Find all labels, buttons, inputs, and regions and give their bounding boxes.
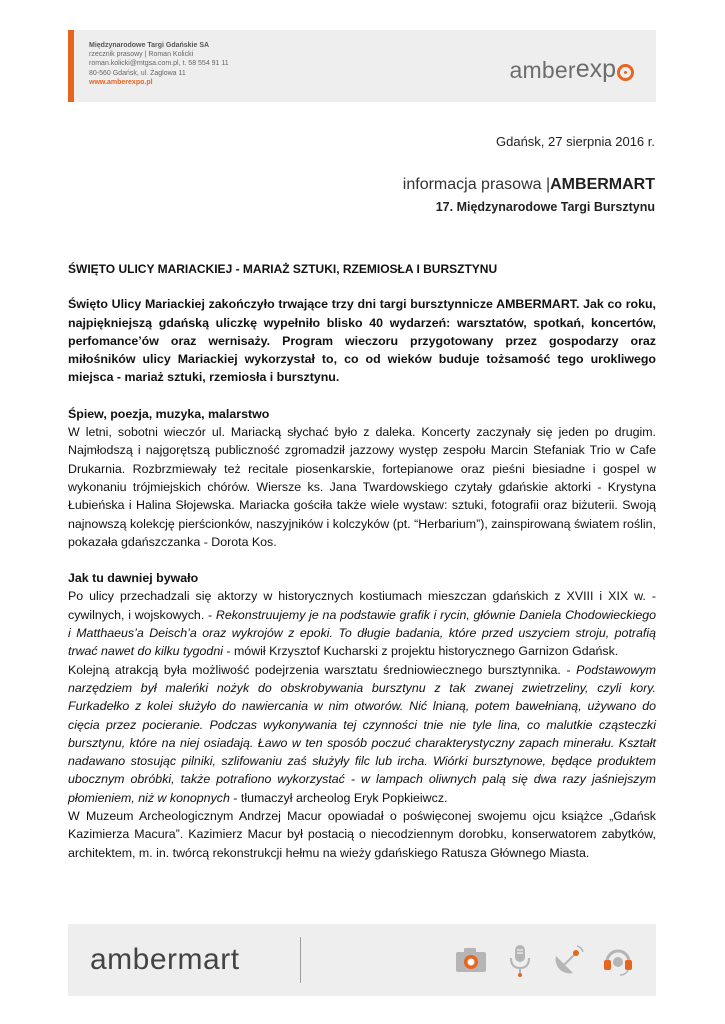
footer-band xyxy=(68,924,656,996)
text-run: Po ulicy przechadzali się aktorzy w historycznych kostiumach mieszczan gdańskich z XVIII i XIX w. - cywilnych, i wojskowych. - xyxy=(68,589,656,622)
microphone-icon xyxy=(502,942,538,978)
quote-run: Rekonstruujemy je na podstawie grafik i rycin, głównie Daniela Chodowieckiego i Matthaeus’a Deisch’a oraz wykrojów z epoki. To długie badania, które przed uszyciem stroju, potrafią trwać nawet do kilku tygodni xyxy=(68,607,656,659)
logo-expo-p: p xyxy=(602,55,616,83)
ambermart-logo: ambermart xyxy=(90,943,240,976)
fair-name: 17. Międzynarodowe Targi Bursztynu xyxy=(435,200,655,214)
document-date: Gdańsk, 27 sierpnia 2016 r. xyxy=(496,134,655,149)
satellite-dish-icon xyxy=(551,942,587,978)
website-link[interactable]: www.amberexpo.pl xyxy=(89,78,153,86)
organization-name: Międzynarodowe Targi Gdańskie SA xyxy=(89,42,210,49)
text-run: - tłumaczył archeolog Eryk Popkieiwcz. xyxy=(229,790,448,805)
letterhead xyxy=(68,30,656,102)
section-text: W letni, sobotni wieczór ul. Mariacką słychać było z daleka. Koncerty zaczynały się jeden po drugim. Najmłodszą i najgorętszą publiczność zgromadził jazzowy występ zespołu Marcin Stefaniak Trio w Cafe Drukarnia. Rozbrzmiewały też recitale piosenkarskie, fortepianowe oraz pieśni biesiadne i gospel w wykonaniu trójmiejskich chórów. Wiersze ks. Jana Twardowskiego czytały gdańskie aktorki - Krystyna Łubieńska i Halina Słojewska. Mariacka gościła także wiele wystaw: sztuki, fotografii oraz biżuterii. Swoją najnowszą kolekcję pierścionków, naszyjników i kolczyków (pt. “Herbarium”), zainspirowaną światem roślin, pokazała gdańszczanka - Dorota Kos. xyxy=(68,425,656,549)
contact-line: 80-560 Gdańsk, ul. Żaglowa 11 xyxy=(89,69,186,77)
amberexpo-logo xyxy=(509,50,634,84)
contact-line: rzecznik prasowy | Roman Kolicki xyxy=(89,51,194,59)
logo-expo-ex: ex xyxy=(575,55,603,83)
paragraph: W Muzeum Archeologicznym Andrzej Macur opowiadał o poświęconej swojemu ojcu książce „Gdańsk Kazimierza Macura”. Kazimierz Macur był postacią o niecodziennym dorobku, konserwatorem zabytków, architektem, m. in. twórcą rekonstrukcji hełmu na wieży gdańskiego Ratusza Głównego Miasta. xyxy=(68,809,656,860)
contact-line: roman.kolicki@mtgsa.com.pl, t. 58 554 91 11 xyxy=(89,60,229,68)
section-history xyxy=(68,569,656,862)
quote-run: Podstawowym narzędziem był maleńki nożyk do obskrobywania bursztynu z tak zwanej zwietrzeliny, czyli kory. Furkadełko z kolei służyło do nawiercania w nim otworów. Nić lnianą, potem bawełnianą, używano do cięcia przez pocieranie. Podczas wykonywania tej czynności tnie nie tyle lina, co malutkie cząsteczki bursztynu, które na niej osiadają. Ławo w ten sposób poczuć charakterystyczny zapach minerału. Kształt nadawano stosując pilniki, szlifowaniu zaś służyły filc lub ircha. Wiórki bursztynowe, będące produktem ubocznym obróbki, także potrafiono wykorzystać - w lampach oliwnych palą się dwa razy jaśniejszym płomieniem, niż w konopnych xyxy=(68,662,656,805)
article xyxy=(68,260,656,862)
section-singing xyxy=(68,405,656,551)
paragraph xyxy=(68,661,656,807)
paragraph xyxy=(68,587,656,660)
article-lead: Święto Ulicy Mariackiej zakończyło trwające trzy dni targi bursztynnicze AMBERMART. Jak co roku, najpiękniejszą gdańską uliczkę wypełniło blisko 40 wydarzeń: warsztatów, spotkań, koncertów, perfomance’ów oraz wernisaży. Program wieczoru przygotowany przez gospodarzy oraz miłośników ulicy Mariackiej wykorzystał to, co od wieków buduje tożsamość tego urokliwego miejsca - mariaż sztuki, rzemiosła i bursztynu. xyxy=(68,297,656,385)
section-heading: Jak tu dawniej bywało xyxy=(68,571,199,586)
logo-expo-text xyxy=(576,55,634,84)
info-brand: AMBERMART xyxy=(550,176,655,193)
text-run: Kolejną atrakcją była możliwość podejrzenia warsztatu średniowiecznego bursztynnika. - xyxy=(68,662,577,677)
headset-icon xyxy=(600,942,636,978)
logo-o-ring-icon xyxy=(617,64,634,81)
info-prefix: informacja prasowa | xyxy=(402,176,551,193)
contact-block xyxy=(74,30,229,102)
text-run: - mówił Krzysztof Kucharski z projektu historycznego Garnizon Gdańsk. xyxy=(222,644,619,659)
document-type xyxy=(403,176,655,194)
footer-icons xyxy=(453,942,636,978)
section-heading: Śpiew, poezja, muzyka, malarstwo xyxy=(68,406,270,421)
logo-amber-text: amber xyxy=(509,57,576,83)
camera-icon xyxy=(453,942,489,978)
article-title: ŚWIĘTO ULICY MARIACKIEJ - MARIAŻ SZTUKI, RZEMIOSŁA I BURSZTYNU xyxy=(68,262,498,276)
footer-divider xyxy=(300,937,301,983)
